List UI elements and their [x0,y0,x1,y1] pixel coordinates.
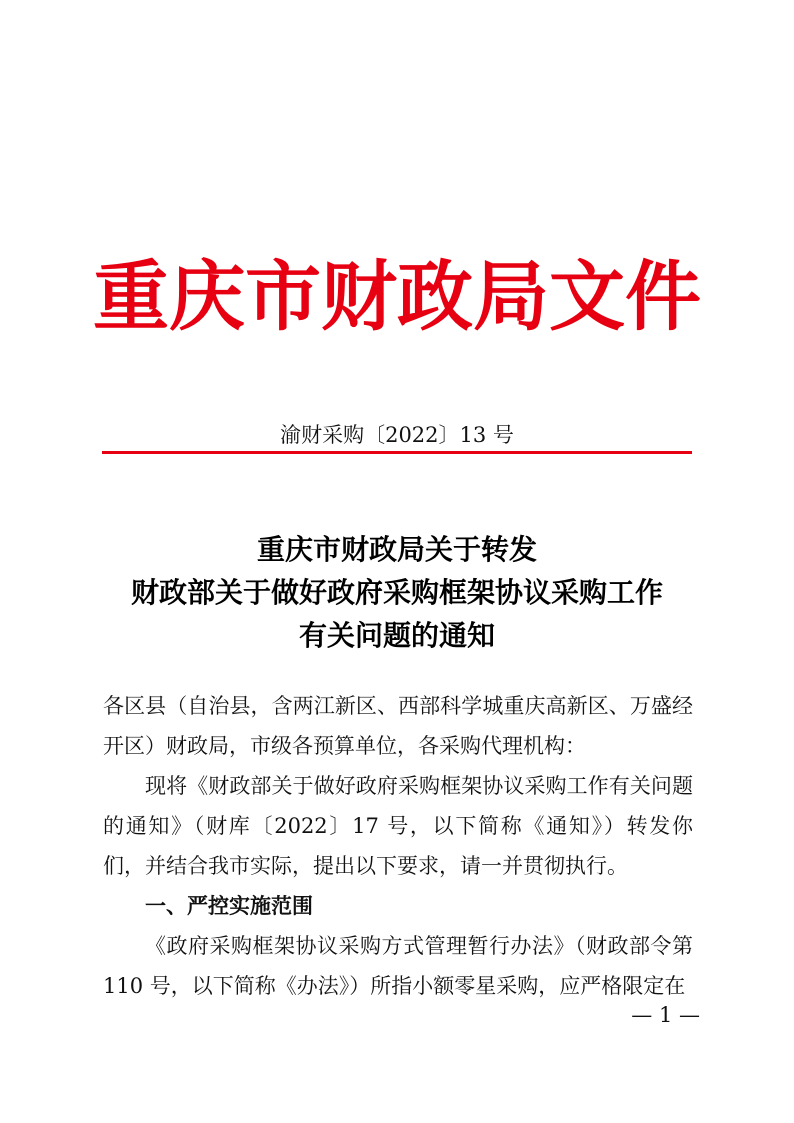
document-body [103,686,693,1006]
section-heading: 一、严控实施范围 [145,894,313,918]
paragraph-scope: 《政府采购框架协议采购方式管理暂行办法》（财政部令第 110 号，以下简称《办法》）所指小额零星采购，应严格限定在 [103,934,693,998]
page-number: — 1 — [631,1003,700,1027]
document-masthead: 重庆市财政局文件 [93,252,701,341]
document-title [0,528,794,657]
document-number: 渝财采购〔2022〕13 号 [280,423,514,447]
salutation: 各区县（自治县，含两江新区、西部科学城重庆高新区、万盛经开区）财政局，市级各预算单位，各采购代理机构： [103,694,693,758]
paragraph-intro: 现将《财政部关于做好政府采购框架协议采购工作有关问题的通知》（财库〔2022〕17 号，以下简称《通知》）转发你们，并结合我市实际，提出以下要求，请一并贯彻执行。 [103,774,693,878]
title-line-2: 财政部关于做好政府采购框架协议采购工作 [130,576,663,609]
red-divider-line [102,451,692,454]
title-line-1: 重庆市财政局关于转发 [256,533,537,566]
title-line-3: 有关问题的通知 [298,619,495,652]
